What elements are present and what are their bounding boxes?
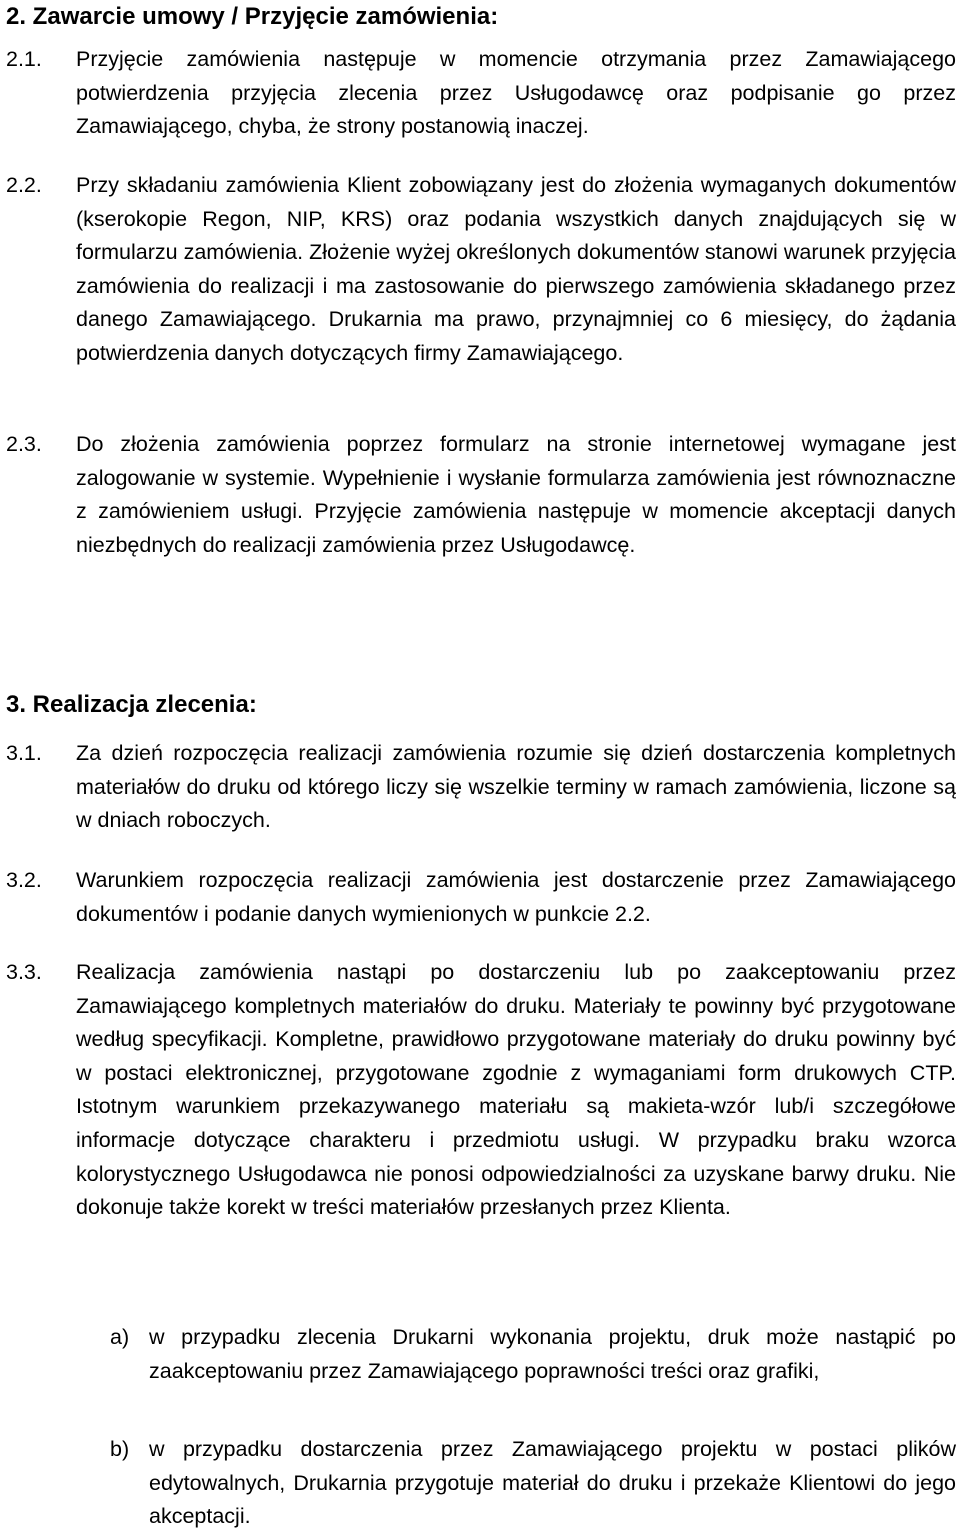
- clause-2-3: [6, 428, 956, 562]
- list-marker: b): [110, 1437, 130, 1461]
- list-item-text: w przypadku dostarczenia przez Zamawiającego projektu w postaci plików edytowalnych, Drukarnia przygotuje materiał do druku i przekaże Klientowi do jego akceptacji.: [149, 1437, 956, 1529]
- clause-3-3: [6, 956, 956, 1225]
- clause-2-1: [6, 43, 956, 144]
- clause-number: 3.1.: [6, 741, 42, 765]
- list-marker: a): [110, 1325, 130, 1349]
- clause-text: Przyjęcie zamówienia następuje w momencie otrzymania przez Zamawiającego potwierdzenia przyjęcia zlecenia przez Usługodawcę oraz podpisanie go przez Zamawiającego, chyba, że strony postanowią inaczej.: [76, 47, 956, 139]
- clause-text: Za dzień rozpoczęcia realizacji zamówienia rozumie się dzień dostarczenia kompletnych materiałów do druku od którego liczy się wszelkie terminy w ramach zamówienia, liczone są w dniach roboczych.: [76, 741, 956, 833]
- clause-3-1: [6, 737, 956, 838]
- section-heading-3: 3. Realizacja zlecenia:: [6, 691, 257, 718]
- clause-number: 3.3.: [6, 960, 42, 984]
- clause-number: 2.2.: [6, 173, 42, 197]
- list-item-text: w przypadku zlecenia Drukarni wykonania projektu, druk może nastąpić po zaakceptowaniu przez Zamawiającego poprawności treści oraz grafiki,: [149, 1325, 956, 1383]
- clause-3-2: [6, 864, 956, 931]
- clause-number: 2.3.: [6, 432, 42, 456]
- clause-text: Do złożenia zamówienia poprzez formularz na stronie internetowej wymagane jest zalogowanie w systemie. Wypełnienie i wysłanie formularza zamówienia jest równoznaczne z zamówieniem usługi. Przyjęcie zamówienia następuje w momencie akceptacji danych niezbędnych do realizacji zamówienia przez Usługodawcę.: [76, 432, 956, 557]
- list-item-b: [110, 1433, 956, 1534]
- list-item-a: [110, 1321, 956, 1388]
- clause-text: Warunkiem rozpoczęcia realizacji zamówienia jest dostarczenie przez Zamawiającego dokumentów i podanie danych wymienionych w punkcie 2.2.: [76, 868, 956, 926]
- clause-text: Przy składaniu zamówienia Klient zobowiązany jest do złożenia wymaganych dokumentów (kserokopie Regon, NIP, KRS) oraz podania wszystkich danych znajdujących się w formularzu zamówienia. Złożenie wyżej określonych dokumentów stanowi warunek przyjęcia zamówienia do realizacji i ma zastosowanie do pierwszego zamówienia składanego przez danego Zamawiającego. Drukarnia ma prawo, przynajmniej co 6 miesięcy, do żądania potwierdzenia danych dotyczących firmy Zamawiającego.: [76, 173, 956, 365]
- clause-2-2: [6, 169, 956, 371]
- clause-number: 2.1.: [6, 47, 42, 71]
- clause-text: Realizacja zamówienia nastąpi po dostarczeniu lub po zaakceptowaniu przez Zamawiającego kompletnych materiałów do druku. Materiały te powinny być przygotowane według specyfikacji. Kompletne, prawidłowo przygotowane materiały do druku powinny być w postaci elektronicznej, przygotowane zgodnie z wymaganiami form drukowych CTP. Istotnym warunkiem przekazywanego materiału są makieta-wzór lub/i szczegółowe informacje dotyczące charakteru i przedmiotu usługi. W przypadku braku wzorca kolorystycznego Usługodawca nie ponosi odpowiedzialności za uzyskane barwy druku. Nie dokonuje także korekt w treści materiałów przesłanych przez Klienta.: [76, 960, 956, 1220]
- section-heading-2: 2. Zawarcie umowy / Przyjęcie zamówienia:: [6, 3, 499, 30]
- clause-number: 3.2.: [6, 868, 42, 892]
